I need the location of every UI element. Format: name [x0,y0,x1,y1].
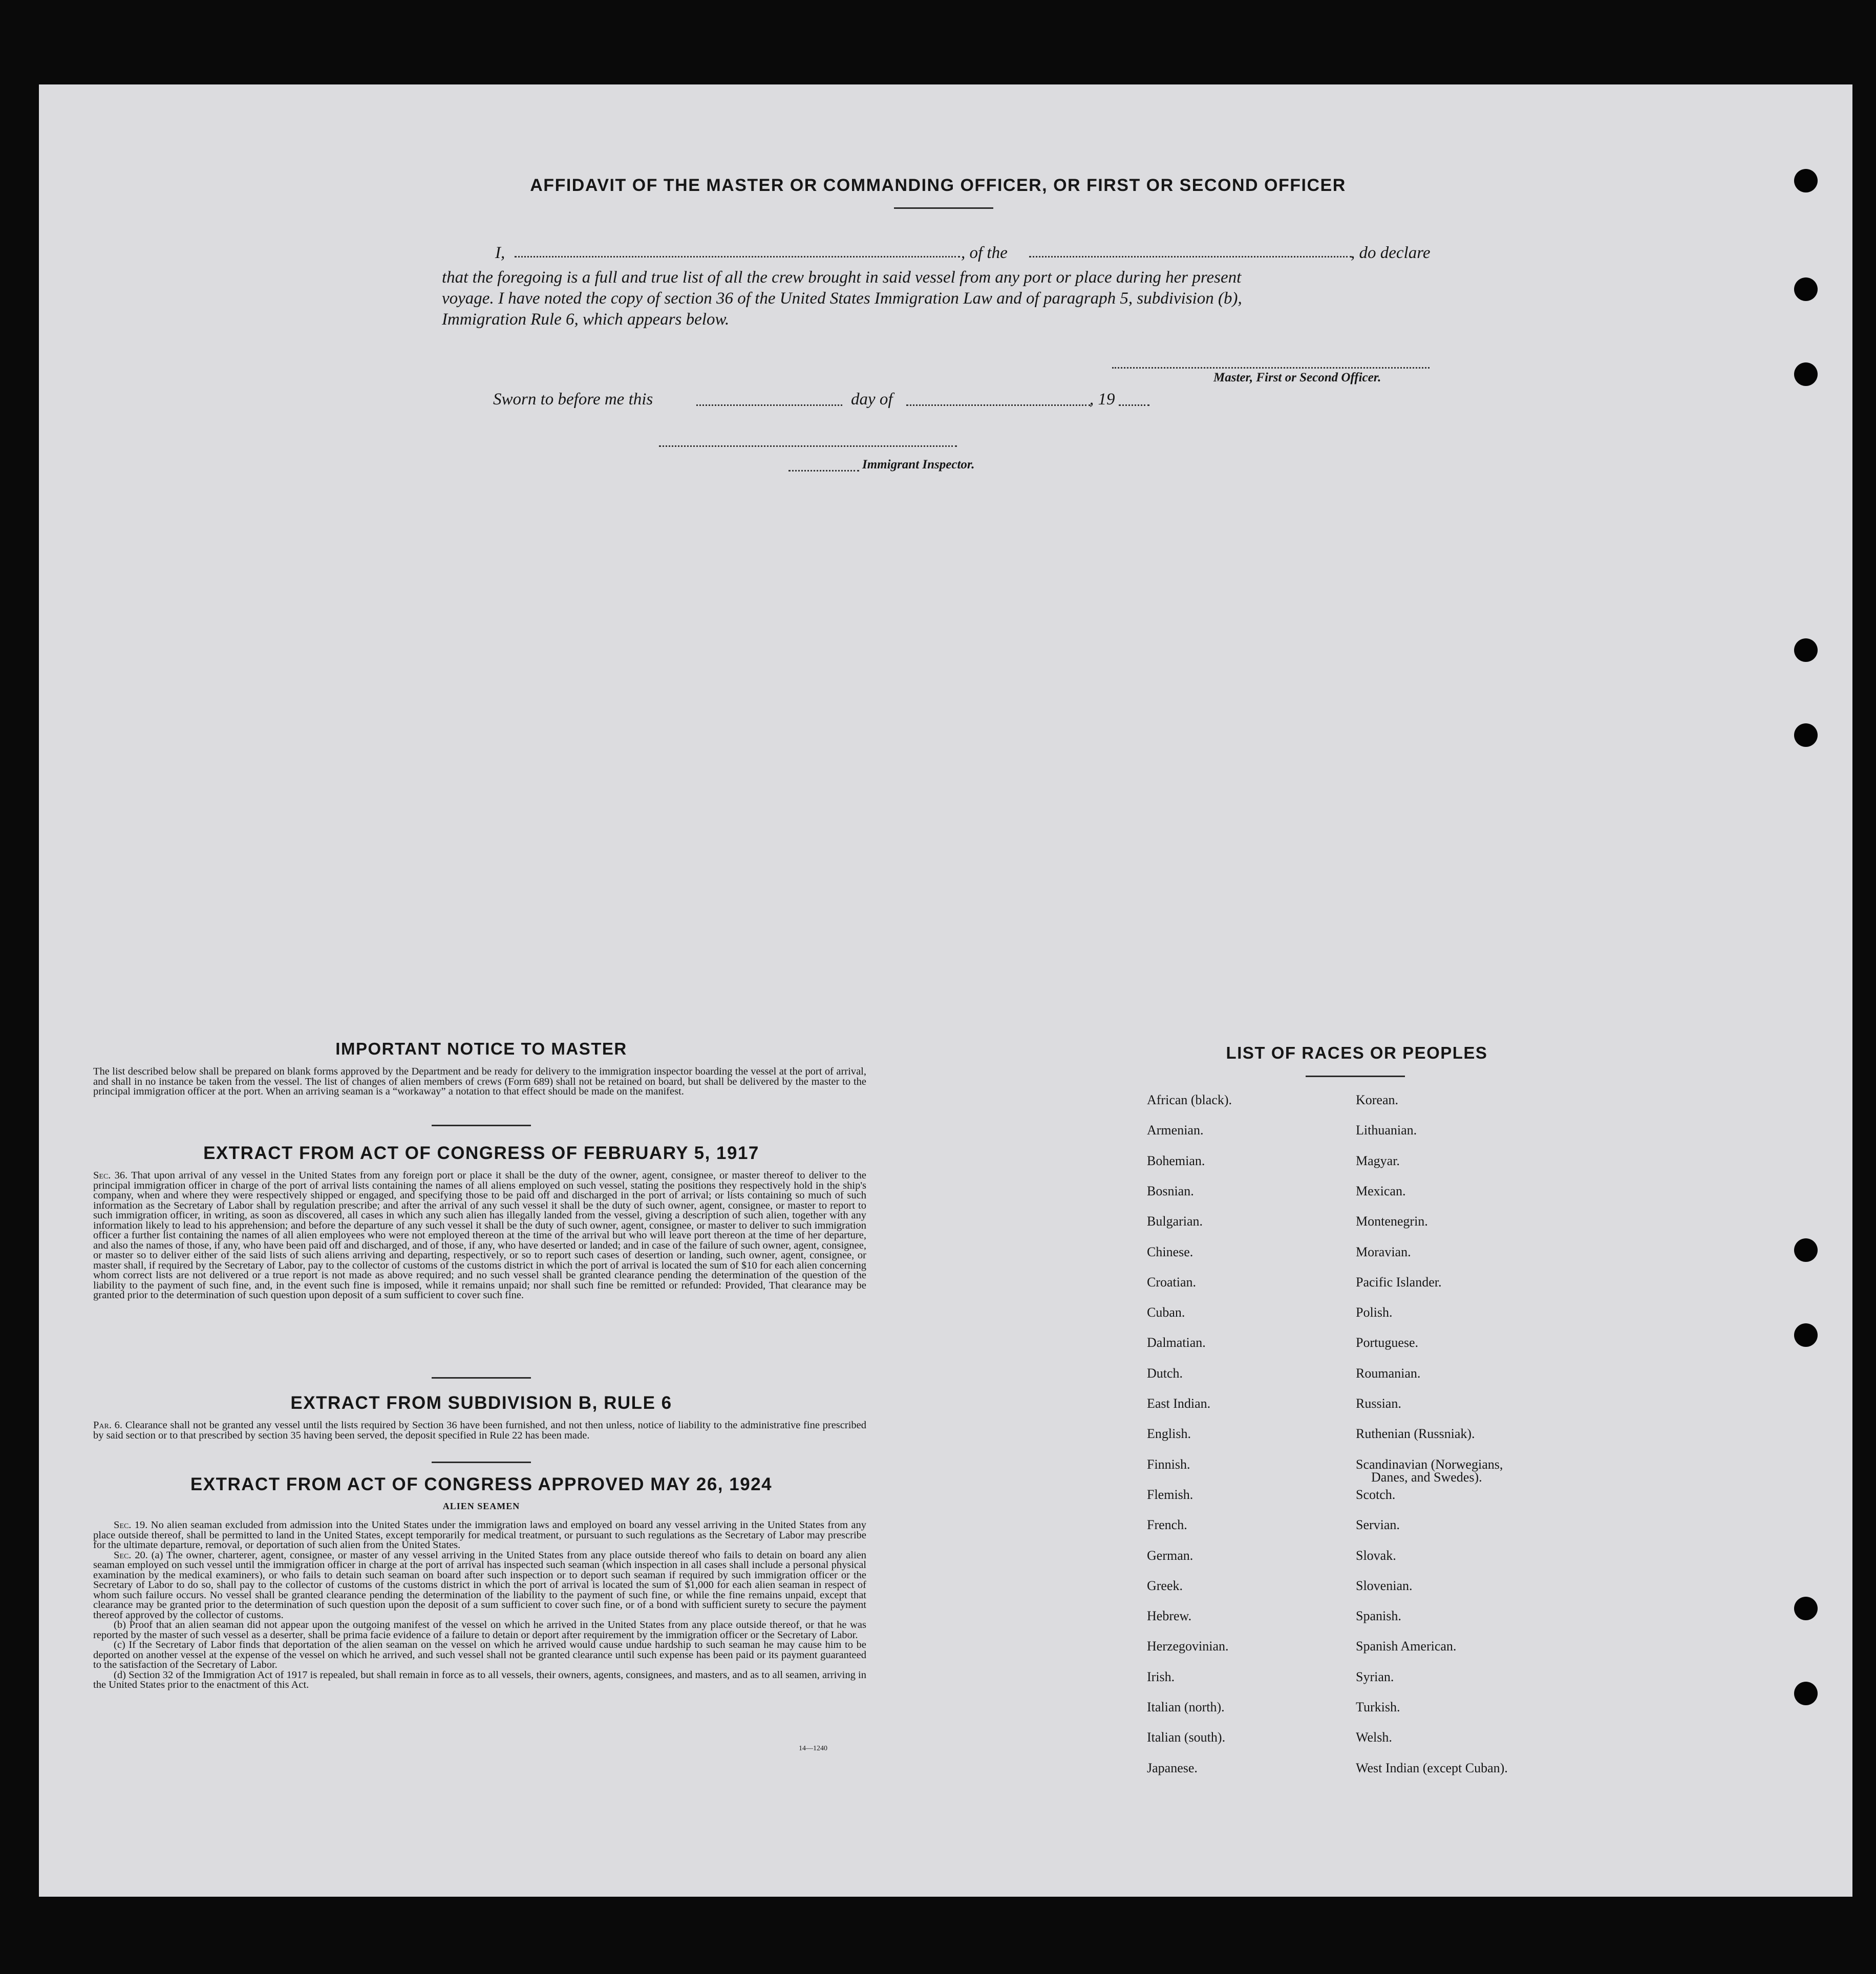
affidavit-do-declare: , do declare [1351,244,1431,262]
races-title: LIST OF RACES OR PEOPLES [1226,1043,1488,1062]
race-moravian: Moravian. [1356,1244,1411,1259]
sworn-year-prefix: , 19 [1090,390,1115,409]
race-bosnian: Bosnian. [1147,1183,1194,1198]
races-title-rule [1306,1076,1405,1077]
sworn-day-of: day of [851,390,893,409]
race-bohemian: Bohemian. [1147,1153,1205,1168]
race-greek: Greek. [1147,1578,1183,1593]
race-german: German. [1147,1548,1193,1563]
sec-20d-text: (d) Section 32 of the Immigration Act of 1917 is repealed, but shall remain in force as to all vessels, their owners, agents, consignees, and masters, and as to all seamen, arriving in the United States prior to the enactment of this Act. [93,1669,866,1690]
sec-20b-text: (b) Proof that an alien seaman did not appear upon the outgoing manifest of the vessel on which he arrived in the United States from any place outside thereof, or that he was reported by the master of such vessel as a deserter, shall be prima facie evidence of a failure to detain or deport after requirement by the immigration officer or the Secretary of Labor. [93,1619,866,1641]
race-west-indian-except-cuban: West Indian (except Cuban). [1356,1760,1508,1775]
race-irish: Irish. [1147,1669,1175,1684]
race-african-black: African (black). [1147,1092,1232,1107]
section-divider [432,1377,531,1379]
race-slovak: Slovak. [1356,1548,1396,1563]
affiant-name-field[interactable] [515,256,960,258]
race-roumanian: Roumanian. [1356,1365,1421,1381]
extract-1924-body [93,1520,866,1690]
race-korean: Korean. [1356,1092,1399,1107]
sec-20-label: Sec. 20. [114,1549,148,1561]
race-scandinavian-continuation: Danes, and Swedes). [1371,1469,1482,1485]
affidavit-body-line-2: voyage. I have noted the copy of section 36 of the United States Immigration Law and of paragraph 5, subdivision (b), [442,289,1242,308]
affidavit-title: AFFIDAVIT OF THE MASTER OR COMMANDING OFFICER, OR FIRST OR SECOND OFFICER [530,176,1346,195]
binder-hole [1794,638,1818,662]
race-portuguese: Portuguese. [1356,1335,1419,1350]
race-lithuanian: Lithuanian. [1356,1123,1417,1138]
section-divider [432,1462,531,1463]
form-number: 14—1240 [799,1745,827,1752]
race-polish: Polish. [1356,1305,1393,1320]
par-6-text: Clearance shall not be granted any vessel until the lists required by Section 36 have been furnished, and not then unless, notice of liability to the administrative fine prescribed by said section or to that prescribed by section 35 having been served, the deposit specified in Rule 22 has been made. [93,1420,867,1441]
race-dalmatian: Dalmatian. [1147,1335,1206,1350]
section-divider [432,1125,531,1126]
race-scotch: Scotch. [1356,1487,1396,1502]
sec-20c-text: (c) If the Secretary of Labor finds that deportation of the alien seaman on the vessel on which he arrived would cause undue hardship to such seaman he may cause him to be deported on another vessel at the expense of the vessel on which he arrived, and such vessel shall not be granted clearance until such expense has been paid or its payment guaranteed to the satisfaction of the Secretary of Labor. [93,1639,866,1670]
extract-1917-title: EXTRACT FROM ACT OF CONGRESS OF FEBRUARY 5, 1917 [203,1143,759,1163]
race-ruthenian-russniak: Ruthenian (Russniak). [1356,1426,1475,1442]
inspector-signature-lead [788,470,859,471]
race-mexican: Mexican. [1356,1183,1406,1198]
notice-text: The list described below shall be prepared on blank forms approved by the Department and be ready for delivery to the immigration inspector boarding the vessel at the port of arrival, and shall in no instance be taken from the vessel. The list of changes of alien members of crews (Form 689) shall not be retained on board, but shall be delivered by the master to the principal immigration officer at the port. When an arriving seaman is a “workaway” a notation to that effect should be made on the manifest. [93,1066,866,1097]
sec-19-label: Sec. 19. [114,1519,148,1531]
race-welsh: Welsh. [1356,1730,1392,1745]
affidavit-body-line-1: that the foregoing is a full and true list of all the crew brought in said vessel from any port or place during her present [442,268,1242,287]
sec-36-label: Sec. 36. [93,1170,128,1181]
race-chinese: Chinese. [1147,1244,1193,1259]
race-syrian: Syrian. [1356,1669,1394,1684]
binder-hole [1794,277,1818,301]
extract-1924-title: EXTRACT FROM ACT OF CONGRESS APPROVED MAY 26, 1924 [190,1474,773,1494]
race-finnish: Finnish. [1147,1456,1190,1472]
race-servian: Servian. [1356,1517,1400,1533]
race-spanish: Spanish. [1356,1608,1401,1624]
master-signature-label: Master, First or Second Officer. [1213,371,1381,384]
sec-19-text: No alien seaman excluded from admission into the United States under the immigration laws and employed on board any vessel arriving in the United States from any place outside thereof, shall be permitted to land in the United States, except temporarily for medical treatment, or pursuant to such regulations as the Secretary of Labor may prescribe for the ultimate departure, removal, or deportation of such alien from the United States. [93,1519,866,1551]
race-slovenian: Slovenian. [1356,1578,1413,1593]
extract-rule6-body [93,1421,866,1441]
affidavit-i-label: I, [495,244,505,262]
binder-hole [1794,362,1818,386]
sworn-month-field[interactable] [906,404,1091,406]
binder-hole [1794,1682,1818,1705]
race-english: English. [1147,1426,1191,1442]
sworn-label: Sworn to before me this [493,390,653,409]
race-spanish-american: Spanish American. [1356,1639,1457,1654]
race-pacific-islander: Pacific Islander. [1356,1274,1442,1290]
race-french: French. [1147,1517,1187,1533]
sec-20-text: (a) The owner, charterer, agent, consignee, or master of any vessel arriving in the United States from any place outside thereof who fails to detain on board any alien seaman employed on such vessel until the immigration officer in charge at the port of arrival has inspected such seaman (which inspection in all cases shall include a personal physical examination by the medical examiners), or who fails to detain such seaman on board after such inspection or to deport such seaman if required by such immigration officer or the Secretary of Labor to do so, shall pay to the collector of customs of the customs district in which the port of arrival is located the sum of $1,000 for each alien seaman in respect of whom such failure occurs. No vessel shall be granted clearance pending the determination of the liability to the payment of such fine, or while the fine remains unpaid, except that clearance may be granted prior to the determination of such question upon the deposit of a sum sufficient to cover such fine, or of a bond with sufficient surety to secure the payment thereof approved by the collector of customs. [93,1549,866,1621]
notice-body [93,1067,866,1097]
race-flemish: Flemish. [1147,1487,1193,1502]
binder-hole [1794,1238,1818,1262]
race-scandinavian-norwegians: Scandinavian (Norwegians, [1356,1456,1503,1472]
alien-seamen-subtitle: ALIEN SEAMEN [442,1501,520,1511]
race-bulgarian: Bulgarian. [1147,1214,1203,1229]
par-6-label: Par. 6. [93,1420,123,1431]
notice-title: IMPORTANT NOTICE TO MASTER [335,1039,627,1058]
affiant-vessel-field[interactable] [1029,256,1352,258]
race-dutch: Dutch. [1147,1365,1183,1381]
sec-36-text: That upon arrival of any vessel in the United States from any foreign port or place it shall be the duty of the owner, agent, consignee, or master thereof to deliver to the principal immigration officer in charge of the port of arrival lists containing the names of all aliens employed on such vessel, stating the positions they respectively hold in the ship's company, when and where they were respectively shipped or engaged, and specifying those to be paid off and discharged in the port of arrival; or lists containing so much of such information as the Secretary of Labor shall by regulation prescribe; and after the arrival of any such vessel it shall be the duty of such owner, agent, consignee, or master to report to such immigration officer, in writing, as soon as discovered, all cases in which any such alien has illegally landed from the vessel, giving a description of such alien, together with any information likely to lead to his apprehension; and before the departure of any such vessel it shall be the duty of such owner, agent, consignee, or master to deliver to such immigration officer a further list containing the names of all alien employees who were not employed thereon at the time of the arrival but who will leave port thereon at the time of her departure, and also the names of those, if any, who have been paid off and discharged, and of those, if any, who have deserted or landed; and in case of the failure of such owner, agent, consignee, or master so to deliver either of the said lists of such aliens arriving and departing, respectively, or so to report such cases of desertion or landing, such owner, agent, consignee, or master shall, if required by the Secretary of Labor, pay to the collector of customs of the customs district in which the port of arrival is located the sum of $10 for each alien concerning whom correct lists are not delivered or a true report is not made as above required; and no such vessel shall be granted clearance pending the determination of the question of the liability to the payment of such fine, and, in the event such fine is imposed, while it remains unpaid; nor shall such fine be remitted or refunded: Provided, That clearance may be granted prior to the determination of such question upon deposit of a sum sufficient to cover such fine. [93,1170,866,1301]
race-magyar: Magyar. [1356,1153,1400,1168]
affidavit-body-line-3: Immigration Rule 6, which appears below. [442,310,730,329]
affidavit-of-the: , of the [961,244,1008,262]
affidavit-title-rule [894,207,993,209]
master-signature-line[interactable] [1112,367,1430,369]
race-italian-south: Italian (south). [1147,1730,1226,1745]
race-japanese: Japanese. [1147,1760,1198,1775]
extract-1917-body [93,1171,866,1301]
race-montenegrin: Montenegrin. [1356,1214,1428,1229]
race-turkish: Turkish. [1356,1700,1400,1714]
binder-hole [1794,723,1818,747]
sworn-year-field[interactable] [1119,404,1149,406]
race-herzegovinian: Herzegovinian. [1147,1639,1229,1654]
sworn-day-field[interactable] [696,404,842,406]
binder-hole [1794,1597,1818,1620]
extract-rule6-title: EXTRACT FROM SUBDIVISION B, RULE 6 [290,1393,672,1413]
race-croatian: Croatian. [1147,1274,1197,1290]
inspector-label: Immigrant Inspector. [862,458,975,471]
binder-hole [1794,1323,1818,1347]
race-russian: Russian. [1356,1396,1401,1411]
race-hebrew: Hebrew. [1147,1608,1192,1624]
race-italian-north: Italian (north). [1147,1700,1225,1714]
race-cuban: Cuban. [1147,1305,1185,1320]
race-east-indian: East Indian. [1147,1396,1211,1411]
race-armenian: Armenian. [1147,1123,1204,1138]
inspector-signature-line[interactable] [659,445,957,447]
